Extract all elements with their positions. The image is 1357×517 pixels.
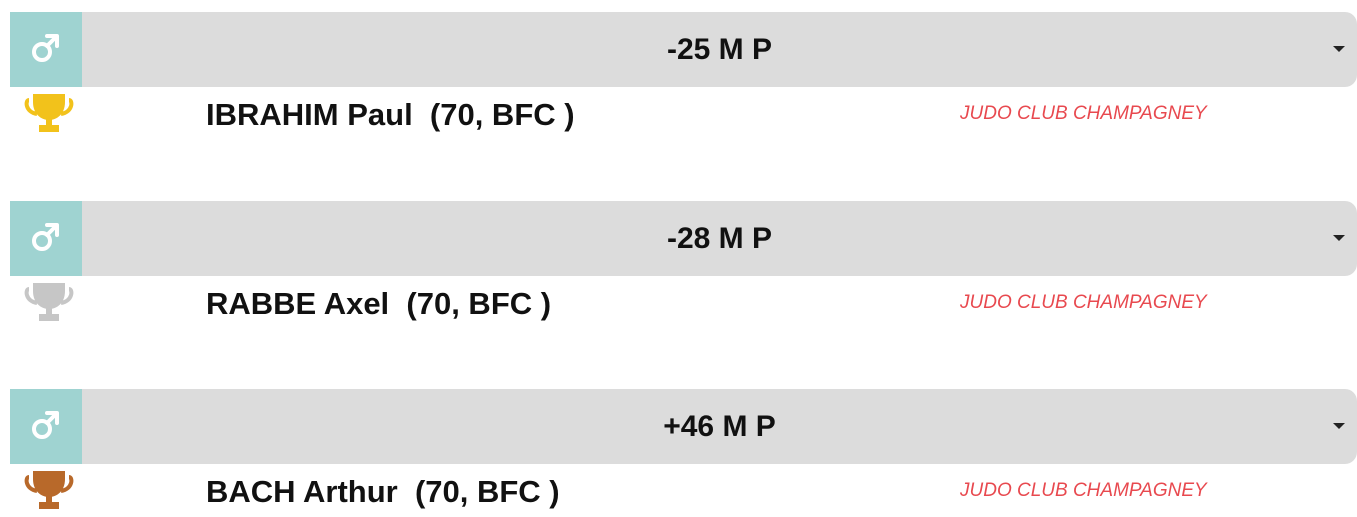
result-row <box>10 464 1357 517</box>
gender-badge <box>10 201 82 276</box>
athlete-name: IBRAHIM Paul (70, BFC ) <box>206 97 575 132</box>
silver-trophy-icon <box>23 281 75 325</box>
club-name: JUDO CLUB CHAMPAGNEY <box>960 480 1207 501</box>
category-header[interactable] <box>10 12 1357 87</box>
result-block <box>10 389 1357 517</box>
result-block <box>10 12 1357 157</box>
athlete-name: BACH Arthur (70, BFC ) <box>206 474 560 509</box>
male-icon <box>30 409 60 441</box>
bronze-trophy-icon <box>23 469 75 513</box>
category-title: -28 M P <box>666 222 773 255</box>
club-name: JUDO CLUB CHAMPAGNEY <box>960 292 1207 313</box>
gold-trophy-icon <box>23 92 75 136</box>
male-icon <box>30 32 60 64</box>
category-title: +46 M P <box>663 410 776 443</box>
result-block <box>10 201 1357 346</box>
athlete-name: RABBE Axel (70, BFC ) <box>206 286 552 321</box>
result-row <box>10 87 1357 157</box>
gender-badge <box>10 12 82 87</box>
category-header[interactable] <box>10 389 1357 464</box>
chevron-down-icon[interactable] <box>1333 46 1345 52</box>
male-icon <box>30 221 60 253</box>
chevron-down-icon[interactable] <box>1333 423 1345 429</box>
result-row <box>10 276 1357 346</box>
category-title: -25 M P <box>666 33 773 66</box>
category-header[interactable] <box>10 201 1357 276</box>
club-name: JUDO CLUB CHAMPAGNEY <box>960 103 1207 124</box>
chevron-down-icon[interactable] <box>1333 235 1345 241</box>
gender-badge <box>10 389 82 464</box>
